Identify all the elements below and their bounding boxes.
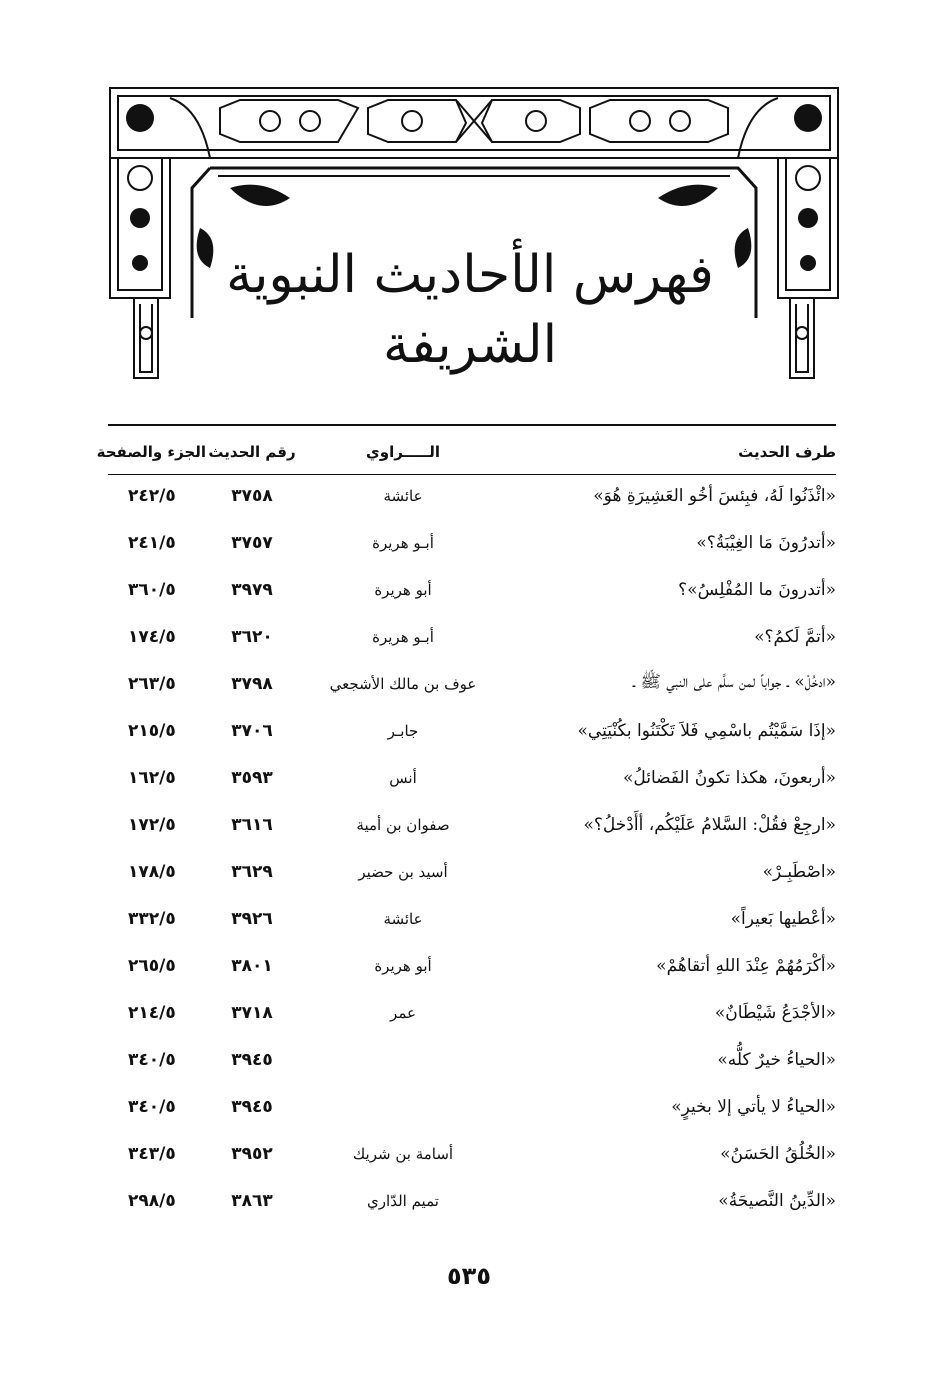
hadith-number: ٣٦٢٩ [231,861,273,882]
volume-page: ٣٤٠/٥ [128,1049,176,1070]
narrator: أبـو هريرة [372,627,434,646]
narrator: أسيد بن حضير [358,862,448,881]
table-row [108,801,836,848]
volume-page: ١٧٤/٥ [128,626,176,647]
hadith-number: ٣٧٥٨ [231,485,273,506]
table-row [108,848,836,895]
narrator: صفوان بن أمية [356,815,450,834]
hadith-text: «الحياءُ خيرٌ كلُّه» [717,1049,836,1070]
hadith-text: «إذَا سَمَّيْتُم باسْمِي فَلاَ تَكْتَنُوا بكُنْيَتِي» [577,720,836,741]
hadith-number: ٣٩٥٢ [231,1143,273,1164]
header-volume-page: الجزء والصفحة [96,443,206,461]
hadith-number: ٣٦١٦ [231,814,273,835]
table-row [108,566,836,613]
table-row [108,1083,836,1130]
hadith-number: ٣٥٩٣ [231,767,273,788]
narrator [298,1036,508,1083]
header-number: رقم الحديث [208,443,296,461]
volume-page: ١٧٨/٥ [128,861,176,882]
hadith-number: ٣٧٥٧ [231,532,273,553]
table-row [108,754,836,801]
hadith-text: «الحياءُ لا يأتي إلا بخيرٍ» [671,1096,836,1117]
table-row [108,989,836,1036]
volume-page: ٢٦٥/٥ [128,955,176,976]
hadith-number: ٣٧٠٦ [231,720,273,741]
volume-page: ٢٦٣/٥ [128,673,176,694]
hadith-text: «اصْطَبِـرْ» [762,861,836,882]
hadith-index-table [96,432,836,1224]
volume-page: ٢٤٢/٥ [128,485,176,506]
page-title: فهرس الأحاديث النبوية الشريفة [226,245,714,375]
table-header-rule [108,474,836,475]
hadith-text: «ارجِعْ فقُلْ: السَّلامُ عَلَيْكُم، أأَدْخلُ؟» [583,814,836,835]
hadith-text: «أكْرَمُهُمْ عِنْدَ اللهِ أتقاهُمْ» [656,955,836,976]
narrator: عائشة [383,486,423,505]
table-row [108,660,836,707]
volume-page: ١٦٢/٥ [128,767,176,788]
volume-page: ١٧٢/٥ [128,814,176,835]
narrator [298,1083,508,1130]
volume-page: ٢٤١/٥ [128,532,176,553]
table-top-rule [108,424,836,426]
hadith-text: «الأجْدَعُ شَيْطَانٌ» [714,1002,836,1023]
table-row [108,472,836,519]
table-row [108,1177,836,1224]
table-row [108,707,836,754]
narrator: أبو هريرة [374,956,432,975]
narrator: تميم الدّاري [367,1191,439,1210]
volume-page: ٢١٥/٥ [128,720,176,741]
hadith-number: ٣٧١٨ [231,1002,273,1023]
narrator: عمر [390,1003,416,1022]
table-row [108,1036,836,1083]
narrator: أبـو هريرة [372,533,434,552]
header-narrator: الـــــراوي [366,443,440,461]
hadith-text: «أتمَّ لَكمُ؟» [754,626,836,647]
volume-page: ٣٦٠/٥ [128,579,176,600]
hadith-number: ٣٩٢٦ [231,908,273,929]
volume-page: ٣٤٠/٥ [128,1096,176,1117]
hadith-text: «ائْذَنُوا لَهُ، فبِئسَ أخُو العَشِيرَةِ هُوَ» [593,485,836,506]
table-row [108,613,836,660]
hadith-text: «ادخُلْ» ـ جواباً لمن سلَّم على النبي ﷺ ـ [632,672,836,692]
hadith-number: ٣٩٤٥ [231,1096,273,1117]
narrator: أسامة بن شريك [352,1144,454,1163]
hadith-text: «أعْطيها بَعيراً» [730,908,836,929]
narrator: أنس [389,768,417,787]
hadith-text: «أربعونَ، هكذا تكونُ الفَضائلُ» [622,767,836,788]
hadith-number: ٣٨٠١ [231,955,273,976]
table-row [108,1130,836,1177]
hadith-text: «أتدرُونَ مَا الغِيْبَةُ؟» [696,532,836,553]
page-number: ٥٣٥ [447,1262,491,1290]
volume-page: ٢٩٨/٥ [128,1190,176,1211]
volume-page: ٣٣٢/٥ [128,908,176,929]
hadith-text: «الخُلُقُ الحَسَنُ» [720,1143,836,1164]
table-row [108,942,836,989]
narrator: أبو هريرة [374,580,432,599]
volume-page: ٣٤٣/٥ [128,1143,176,1164]
hadith-number: ٣٦٢٠ [231,626,273,647]
hadith-text: «أتدرونَ ما المُفْلِسُ»؟ [678,579,836,600]
hadith-number: ٣٩٤٥ [231,1049,273,1070]
narrator: عائشة [383,909,423,928]
hadith-number: ٣٧٩٨ [231,673,273,694]
table-row [108,519,836,566]
narrator: عوف بن مالك الأشجعي [329,674,477,693]
volume-page: ٢١٤/٥ [128,1002,176,1023]
header-hadith: طرف الحديث [738,443,836,461]
narrator: جابـر [387,721,419,740]
hadith-number: ٣٨٦٣ [231,1190,273,1211]
table-row [108,895,836,942]
hadith-number: ٣٩٧٩ [231,579,273,600]
hadith-text: «الدِّينُ النَّصيحَةُ» [718,1190,836,1211]
table-header-row [108,432,836,472]
